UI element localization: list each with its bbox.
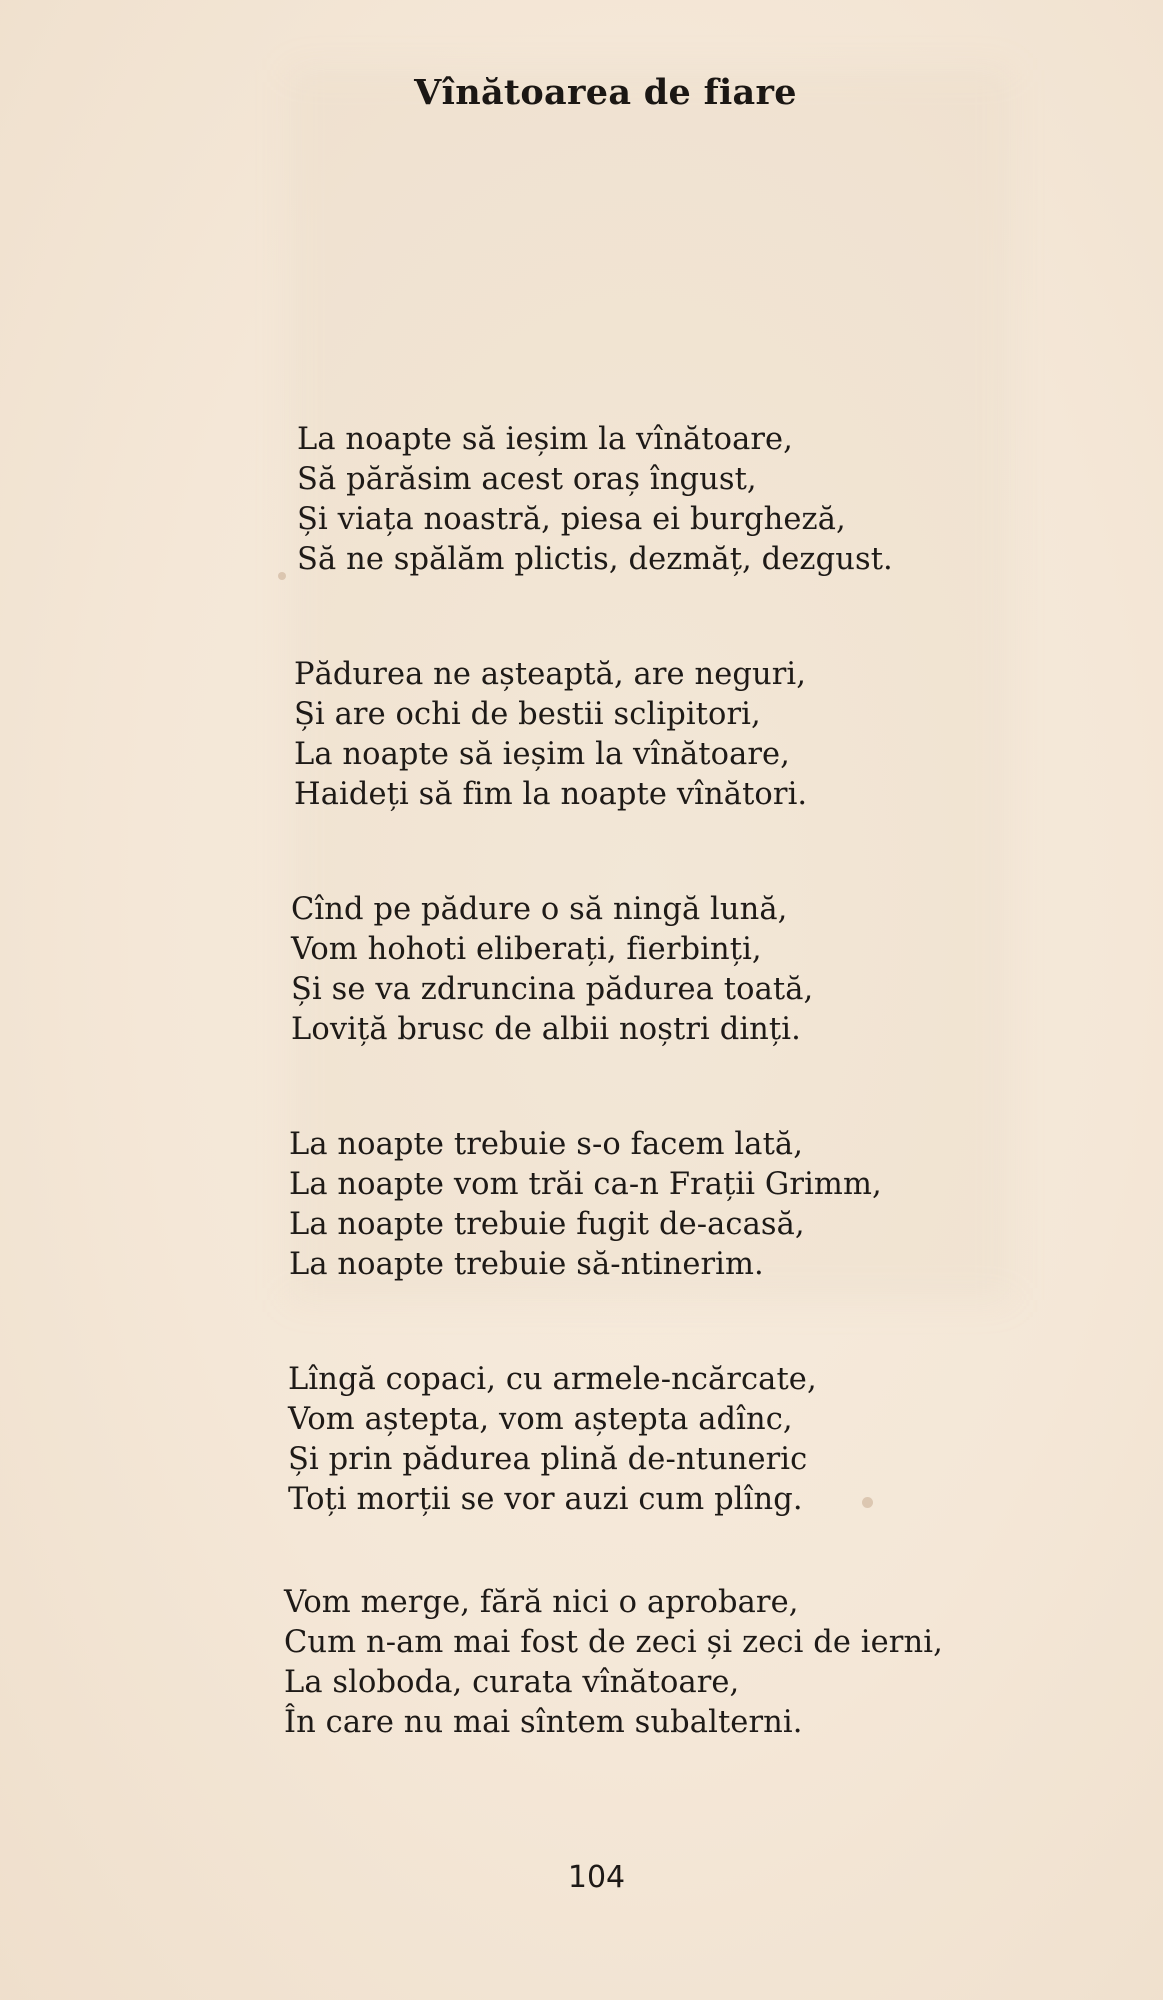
stanza-line: Și are ochi de bestii sclipitori, bbox=[294, 697, 761, 732]
stanza-2 bbox=[294, 655, 807, 815]
stanza-line: Cum n-am mai fost de zeci și zeci de ierni, bbox=[284, 1625, 943, 1660]
stanza-line: La noapte să ieșim la vînătoare, bbox=[294, 737, 790, 772]
stanza-1 bbox=[297, 420, 893, 580]
page-number: 104 bbox=[567, 1860, 626, 1895]
stanza-4 bbox=[289, 1125, 882, 1285]
stanza-line: Lîngă copaci, cu armele-ncărcate, bbox=[288, 1362, 817, 1397]
stanza-line: Loviță brusc de albii noștri dinți. bbox=[291, 1012, 801, 1047]
stanza-line: Și prin pădurea plină de-ntuneric bbox=[288, 1442, 808, 1477]
stanza-line: Să ne spălăm plictis, dezmăț, dezgust. bbox=[297, 542, 893, 577]
stanza-line: Pădurea ne așteaptă, are neguri, bbox=[294, 657, 807, 692]
stanza-line: La noapte trebuie fugit de-acasă, bbox=[289, 1207, 805, 1242]
stanza-line: La noapte trebuie s-o facem lată, bbox=[289, 1127, 804, 1162]
stanza-line: La noapte vom trăi ca-n Frații Grimm, bbox=[289, 1167, 882, 1202]
stanza-line: Haideți să fim la noapte vînători. bbox=[294, 777, 808, 812]
stanza-line: Vom aștepta, vom aștepta adînc, bbox=[288, 1402, 793, 1437]
stanza-line: Și viața noastră, piesa ei burgheză, bbox=[297, 502, 846, 537]
poem-title: Vînătoarea de fiare bbox=[414, 72, 797, 113]
stanza-5 bbox=[288, 1360, 817, 1520]
stanza-line: La noapte trebuie să-ntinerim. bbox=[289, 1247, 764, 1282]
stanza-line: Cînd pe pădure o să ningă lună, bbox=[291, 892, 788, 927]
stanza-line: Și se va zdruncina pădurea toată, bbox=[291, 972, 814, 1007]
stanza-line: La sloboda, curata vînătoare, bbox=[284, 1665, 740, 1700]
stanza-6 bbox=[284, 1583, 943, 1743]
stanza-3 bbox=[291, 890, 813, 1050]
paper-speck bbox=[278, 572, 286, 580]
stanza-line: În care nu mai sîntem subalterni. bbox=[284, 1705, 803, 1740]
stanza-line: Vom hohoti eliberați, fierbinți, bbox=[291, 932, 762, 967]
stanza-line: Să părăsim acest oraș îngust, bbox=[297, 462, 757, 497]
paper-speck bbox=[862, 1497, 873, 1508]
stanza-line: La noapte să ieșim la vînătoare, bbox=[297, 422, 793, 457]
stanza-line: Vom merge, fără nici o aprobare, bbox=[284, 1585, 799, 1620]
stanza-line: Toți morții se vor auzi cum plîng. bbox=[288, 1482, 803, 1517]
